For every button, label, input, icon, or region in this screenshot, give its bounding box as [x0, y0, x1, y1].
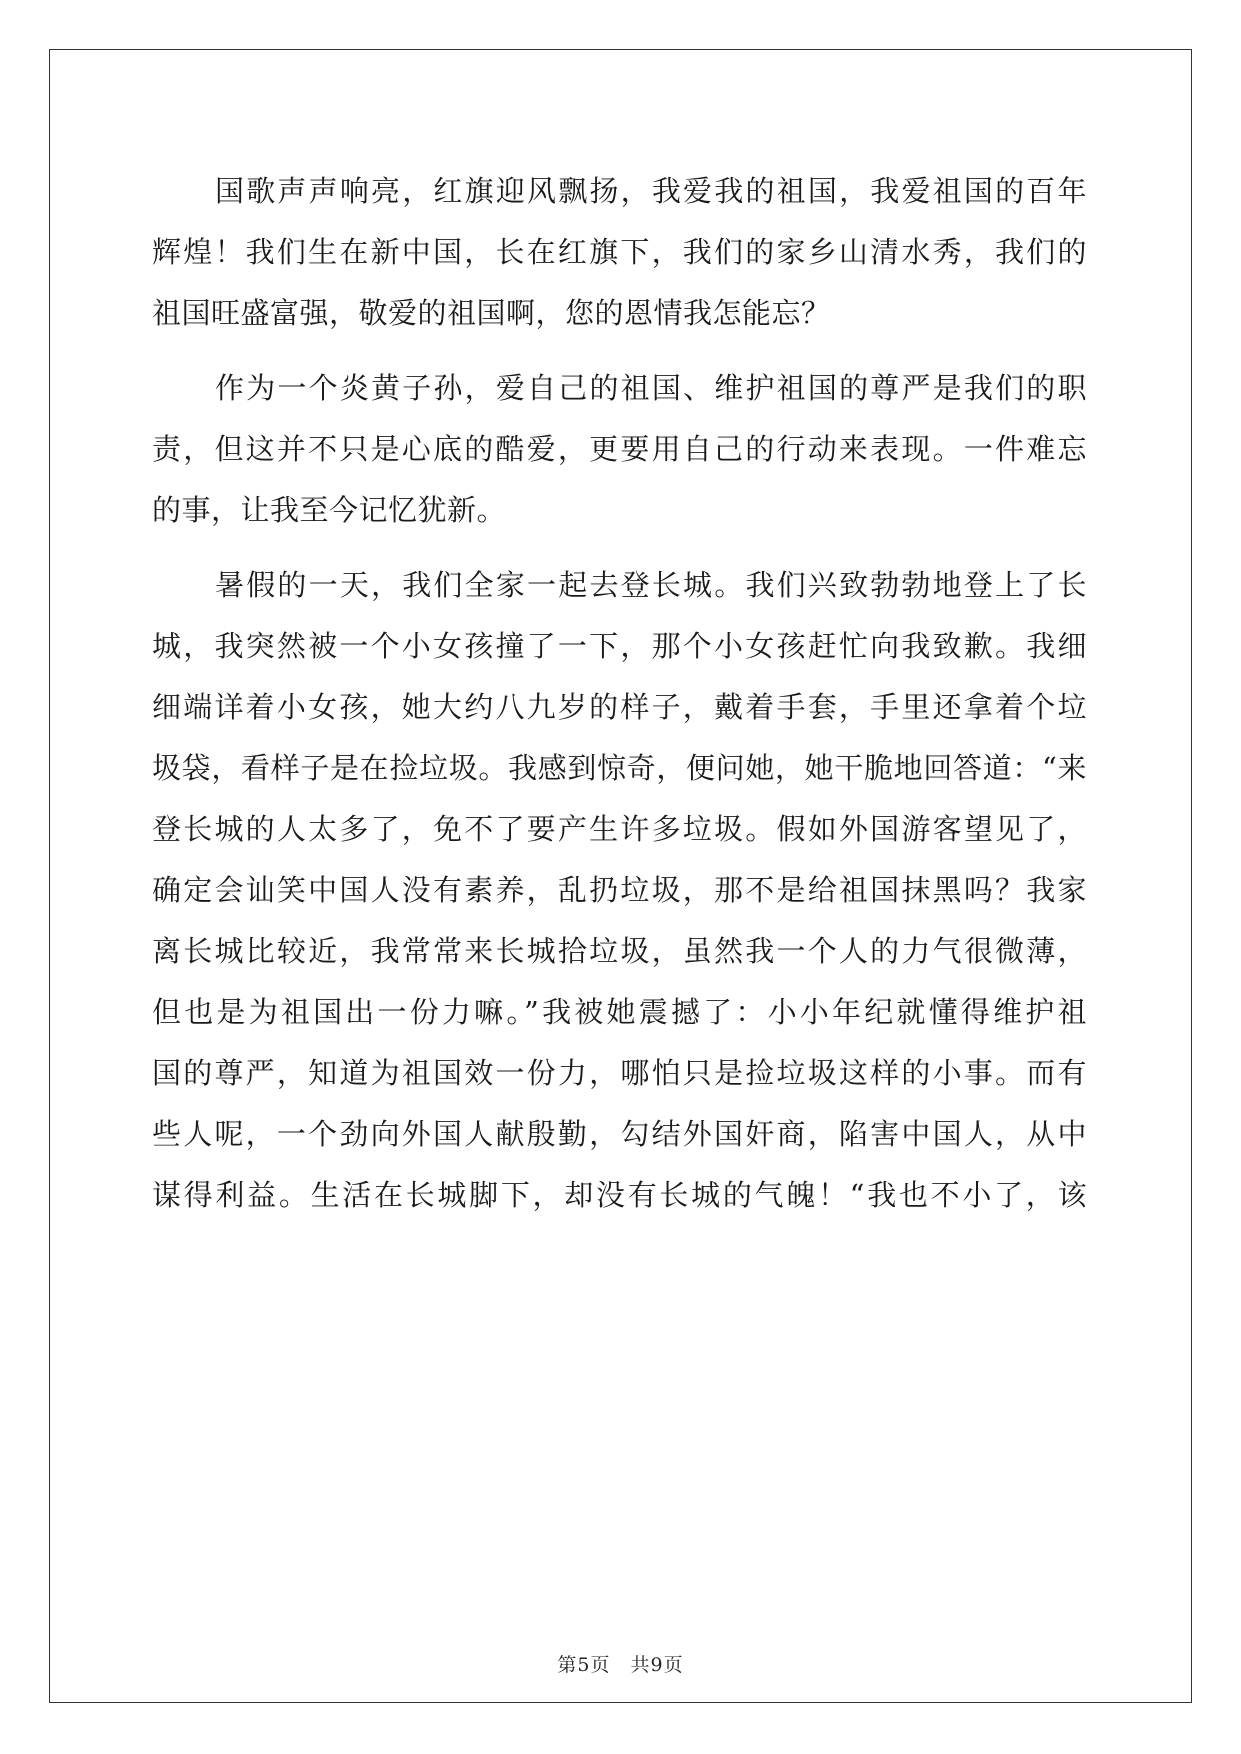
text-line: 祖国旺盛富强，敬爱的祖国啊，您的恩情我怎能忘？ [152, 296, 831, 330]
page-number-footer: 第5页 共9页 [557, 1654, 684, 1676]
text-line: 的事，让我至今记忆犹新。 [152, 493, 507, 527]
text-line: 圾袋，看样子是在捡垃圾。我感到惊奇，便问她，她干脆地回答道：“来 [152, 751, 1087, 785]
text-line: 些人呢，一个劲向外国人献殷勤，勾结外国奸商，陷害中国人，从中 [152, 1117, 1087, 1151]
document-body [152, 161, 1087, 1226]
text-line: 国歌声声响亮，红旗迎风飘扬，我爱我的祖国，我爱祖国的百年 [215, 174, 1087, 208]
text-line: 离长城比较近，我常常来长城拾垃圾，虽然我一个人的力气很微薄， [152, 934, 1087, 968]
text-line: 国的尊严，知道为祖国效一份力，哪怕只是捡垃圾这样的小事。而有 [152, 1056, 1087, 1090]
text-line: 责，但这并不只是心底的酷爱，更要用自己的行动来表现。一件难忘 [152, 432, 1087, 466]
text-line: 暑假的一天，我们全家一起去登长城。我们兴致勃勃地登上了长 [215, 568, 1087, 602]
text-line: 谋得利益。生活在长城脚下，却没有长城的气魄！“我也不小了，该 [152, 1178, 1087, 1212]
text-line: 确定会讪笑中国人没有素养，乱扔垃圾，那不是给祖国抹黑吗？我家 [152, 873, 1087, 907]
text-line: 登长城的人太多了，免不了要产生许多垃圾。假如外国游客望见了， [152, 812, 1087, 846]
text-line: 细端详着小女孩，她大约八九岁的样子，戴着手套，手里还拿着个垃 [152, 690, 1087, 724]
text-line: 辉煌！我们生在新中国，长在红旗下，我们的家乡山清水秀，我们的 [152, 235, 1087, 269]
text-line: 作为一个炎黄子孙，爱自己的祖国、维护祖国的尊严是我们的职 [215, 371, 1087, 405]
text-line: 但也是为祖国出一份力嘛。”我被她震撼了：小小年纪就懂得维护祖 [152, 995, 1087, 1029]
text-line: 城，我突然被一个小女孩撞了一下，那个小女孩赶忙向我致歉。我细 [152, 629, 1087, 663]
